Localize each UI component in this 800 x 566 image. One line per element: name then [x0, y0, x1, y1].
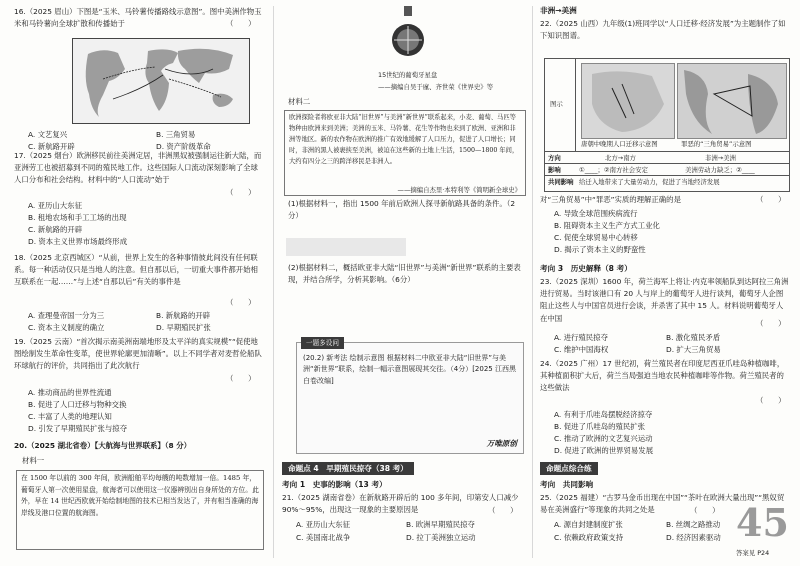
option-a: A. 有利于爪哇岛摆脱经济掠夺: [554, 410, 653, 419]
option-c: C. 维护中国海权: [554, 345, 609, 354]
answer-paren: （ ）: [756, 319, 786, 328]
direction-row-label: 方向: [548, 154, 561, 162]
question-25: 25.（2025 福建）“古罗马金币出现在中国”“茶叶在欧洲大量出现”“黑奴贸易在美洲盛行”等现象的共同之处是: [540, 493, 785, 515]
option-d: D. 引发了早期殖民扩张与掠夺: [28, 424, 128, 433]
option-c: C. 丰富了人类的地理认知: [28, 412, 112, 421]
option-c: C. 促使全球贸易中心转移: [554, 233, 638, 242]
brand-logo: 万唯原创: [486, 439, 517, 448]
option-b: B. 激化殖民矛盾: [666, 333, 721, 342]
answer-space: [286, 238, 406, 256]
column-right: [540, 0, 790, 566]
map-icon: [582, 64, 674, 138]
direction-2: 非洲→美洲: [705, 154, 736, 162]
question-22-ask: 对“三角贸易”中“罪恶”实质的理解正确的是: [540, 195, 681, 204]
option-b: B. 促进了爪哇岛的殖民扩张: [554, 422, 646, 431]
option-b: B. 促进了人口迁移与物种交换: [28, 400, 127, 409]
option-c: C. 推动了欧洲的文艺复兴运动: [554, 434, 653, 443]
option-d: D. 经济因素驱动: [666, 533, 721, 542]
astrolabe-image: [390, 6, 426, 66]
world-map-icon: [73, 39, 249, 123]
option-b: B. 丝绸之路推动: [666, 520, 721, 529]
astrolabe-caption: 15世纪的葡萄牙星盘: [378, 71, 438, 79]
option-d: D. 揭示了资本主义的野蛮性: [554, 245, 646, 254]
answer-paren: （ ）: [756, 195, 786, 204]
direction-2-header: 非洲→美洲: [540, 6, 577, 15]
material-2-box: [284, 110, 526, 196]
option-a: A. 查理曼帝国一分为三: [28, 311, 105, 320]
material-2-source: ——摘编自杰里·本特利等《简明新全球史》: [397, 186, 521, 194]
impact-2: 美洲劳动力缺乏；②____: [685, 166, 755, 174]
page-number: 45: [736, 500, 789, 545]
map-1-caption: 唐朝中晚期人口迁移示意图: [581, 140, 658, 148]
tang-migration-map: [581, 63, 675, 139]
variant-tag: 一题多设问: [301, 337, 344, 349]
option-a: A. 亚历山大东征: [296, 520, 350, 529]
common-row-label: 共同影响: [548, 178, 574, 186]
image-row-label: 图示: [550, 100, 563, 108]
option-b: B. 租地农场和手工工场的出现: [28, 213, 127, 222]
option-a: A. 亚历山大东征: [28, 201, 82, 210]
map-icon: [678, 64, 786, 138]
option-a: A. 推动商品的世界性流通: [28, 388, 112, 397]
impact-row-label: 影响: [548, 166, 561, 174]
answer-paren: （ ）: [226, 374, 256, 383]
direction-1: 北方→南方: [605, 154, 636, 162]
answer-paren: （ ）: [226, 19, 256, 28]
answer-paren: （ ）: [226, 188, 256, 197]
column-divider: [273, 6, 274, 558]
question-18: 18.（2025 北京西城区）“从前，世界上发生的各种事情彼此间没有任何联系。每一种活动仅只是当地人的注意。但自那以后，一切重大事件都开始相互联系在一起……”与上述“自那以后”有关的事件是: [14, 253, 258, 287]
astrolabe-icon: [390, 6, 426, 66]
option-d: D. 资本主义世界市场最终形成: [28, 237, 128, 246]
option-c: C. 依赖政府政策支持: [554, 533, 623, 542]
direction-4-header: 考向 共同影响: [540, 480, 594, 489]
question-17: 17.（2025 烟台）欧洲移民前往美洲定居，非洲黑奴被强制运往新大陆，而亚洲劳工也被招募到不同的殖民地工作。这些国际人口流动深刻影响了全球人口分布和社会结构。材料中的“人口流动”始于: [14, 151, 262, 185]
answer-paren: （ ）: [756, 396, 786, 405]
answer-paren: （ ）: [488, 506, 518, 515]
option-d: D. 拉丁美洲独立运动: [406, 533, 476, 542]
variant-text: (20.2) 新考法 绘制示意图 根据材料二中欧亚非大陆“旧世界”与美洲“新世界”联系，绘制一幅示意图展现其交往。（4分）[2025 江西黑白卷改编]: [303, 354, 516, 385]
answer-paren: （ ）: [690, 506, 720, 515]
direction-3-header: 考向 3 历史解释（8 考）: [540, 264, 632, 273]
common-impact: 给迁入地带来了大量劳动力，促进了当地经济发展: [579, 178, 720, 186]
option-b: B. 三角贸易: [156, 130, 196, 139]
triangle-trade-map: [677, 63, 787, 139]
option-c: C. 美国南北战争: [296, 533, 351, 542]
option-d: D. 早期殖民扩张: [156, 323, 211, 332]
column-divider: [532, 6, 533, 558]
option-a: A. 进行殖民掠夺: [554, 333, 608, 342]
option-d: D. 扩大三角贸易: [666, 345, 721, 354]
question-20: 20.（2025 湖北省卷）【大航海与世界联系】（8 分）: [14, 441, 191, 450]
question-21: 21.（2025 湖南省卷）在新航路开辟后的 100 多年间，印第安人口减少 90%～95%，出现这一现象的主要原因是: [282, 493, 519, 515]
material-1-label: 材料一: [22, 456, 45, 465]
option-d: D. 资产阶级革命: [156, 142, 211, 151]
question-16: 16.（2025 眉山）下图是“玉米、马铃薯传播路线示意图”。图中美洲作物玉米和马铃薯向全球扩散和传播始于: [14, 7, 262, 29]
variant-box: [296, 339, 524, 454]
option-c: C. 新航路开辟: [28, 142, 75, 151]
topic-4-header: 命题点 4 早期殖民掠夺（38 考）: [282, 462, 414, 475]
material-1-source: ——摘编自吴于廑、齐世荣《世界史》等: [378, 83, 494, 91]
material-2-text: 欧洲探险者将欧亚非大陆“旧世界”与美洲“新世界”联系起来，小麦、葡萄、马匹等物种由欧洲来到美洲；美洲的玉米、马铃薯、花生等作物也来到了欧洲、亚洲和非洲等地区。新的农作物在欧洲的推广有效地缓解了人口压力，促进了人口增长；同时，非洲的黑人被裹挟至美洲，被迫在这些新的土地上生活，1500—1800 年间，大约有四分之三的跨洋移民是非洲人。: [289, 114, 519, 165]
knowledge-graph-table: [544, 58, 790, 192]
option-a: A. 导致全球范围疾病流行: [554, 209, 638, 218]
option-a: A. 文艺复兴: [28, 130, 68, 139]
world-map-image: [72, 38, 250, 124]
sub-question-2: (2)根据材料二，概括欧亚非大陆“旧世界”与美洲“新世界”联系的主要表现，并结合所学，分析其影响。（6分）: [288, 263, 521, 285]
column-left: [14, 0, 266, 566]
direction-1-header: 考向 1 史事的影响（13 考）: [282, 480, 387, 489]
material-2-label: 材料二: [288, 97, 311, 106]
answer-paren: （ ）: [226, 298, 256, 307]
question-23: 23.（2025 深圳）1600 年，荷兰海军上将让·内克率领船队到达阿拉三角洲进行贸易。当时该港口有 20 人与岸上的葡萄牙人进行谈判，葡萄牙人企图阻止这些人与中国官员进行会谈，并杀害了其中 15 人。材料说明葡萄牙人在中国: [540, 277, 789, 323]
question-19: 19.（2025 云南）“首次揭示南美洲南端地形及太平洋的真实规模”“促使地图绘制发生革命性变革，使世界轮廓更加清晰”。以上不同学者对麦哲伦船队环球航行的评价，共同指出了此次航行: [14, 337, 262, 371]
sub-question-1: (1)根据材料一，指出 1500 年前后欧洲人探寻新航路具备的条件。（2分）: [288, 199, 516, 221]
option-b: B. 欧洲早期殖民掠夺: [406, 520, 475, 529]
material-1-text: 在 1500 年以前的 300 年间，欧洲船舶平均每艘的吨数增加一倍。1485 年，葡萄牙人第一次使用星盘，航海者可以使用这一仪器辨别出自身所处的方位。此外，早在 14 世纪西欧就开始绘制地图的技术已相当发达了，并有相当准确的海岸线及港口位置的航海图。: [21, 474, 259, 517]
impact-1: ①____；②南方社会安定: [579, 166, 648, 174]
option-b: B. 阻碍资本主义生产方式工业化: [554, 221, 660, 230]
material-1-box: [16, 470, 264, 550]
option-c: C. 资本主义制度的确立: [28, 323, 105, 332]
map-2-caption: 罪恶的“三角贸易”示意图: [681, 140, 752, 148]
column-middle: [282, 0, 526, 566]
option-a: A. 源自封建制度扩张: [554, 520, 623, 529]
comprehensive-header: 命题点综合练: [540, 462, 598, 475]
option-c: C. 新航路的开辟: [28, 225, 83, 234]
option-b: B. 新航路的开辟: [156, 311, 211, 320]
question-22: 22.（2025 山西）九年级(1)班同学以“人口迁移·经济发展”为主题制作了如下知识图谱。: [540, 19, 786, 41]
option-d: D. 促进了欧洲的世界贸易发展: [554, 446, 654, 455]
answer-reference: 答案见 P24: [736, 549, 770, 557]
question-24: 24.（2025 广州）17 世纪初，荷兰殖民者在印度尼西亚爪哇岛种植咖啡，其种植面积扩大后，荷兰当局强迫当地农民种植咖啡等作物。荷兰殖民者的这些做法: [540, 359, 785, 393]
